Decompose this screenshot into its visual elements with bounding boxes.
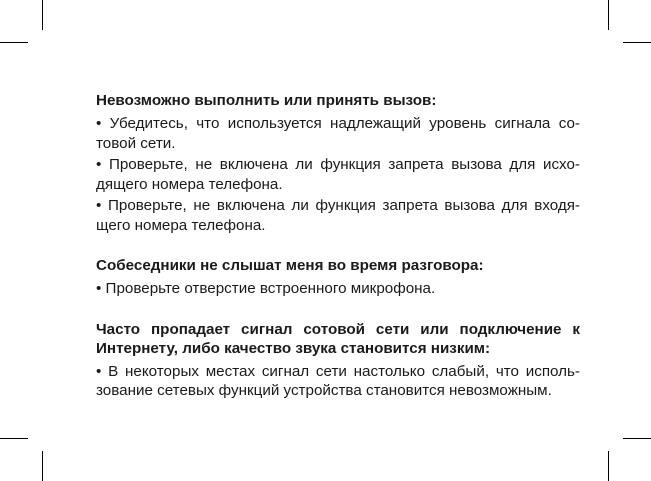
crop-mark-bottom-right-vertical bbox=[608, 451, 609, 481]
section-call-problems bbox=[96, 91, 580, 235]
section-heading: Собеседники не слышат меня во время разговора: bbox=[96, 257, 484, 274]
crop-mark-top-left-horizontal bbox=[0, 42, 28, 43]
bullet-line: • Убедитесь, что используется надлежащий уровень сигнала со- bbox=[96, 115, 580, 132]
section-heading-line2: Интернету, либо качество звука становится низким: bbox=[96, 339, 491, 357]
bullet-line: • В некоторых местах сигнал сети настолько слабый, что исполь- bbox=[96, 362, 580, 380]
bullet-line: щего номера телефона. bbox=[96, 216, 266, 234]
crop-mark-top-right-horizontal bbox=[623, 42, 651, 43]
bullet-item bbox=[96, 196, 580, 235]
section-signal-loss bbox=[96, 320, 580, 401]
page-content bbox=[96, 91, 580, 403]
crop-mark-bottom-left-vertical bbox=[42, 451, 43, 481]
bullet-item bbox=[96, 155, 580, 194]
bullet-line: товой сети. bbox=[96, 134, 176, 152]
section-microphone bbox=[96, 256, 580, 299]
bullet-line: зование сетевых функций устройства становится невозможным. bbox=[96, 382, 552, 399]
bullet-item bbox=[96, 279, 580, 299]
bullet-line: • Проверьте, не включена ли функция запрета вызова для исхо- bbox=[96, 156, 580, 173]
crop-mark-top-right-vertical bbox=[608, 0, 609, 30]
crop-mark-top-left-vertical bbox=[42, 0, 43, 30]
bullet-item bbox=[96, 362, 580, 401]
crop-mark-bottom-left-horizontal bbox=[0, 438, 28, 439]
bullet-item bbox=[96, 114, 580, 153]
section-heading: Невозможно выполнить или принять вызов: bbox=[96, 92, 437, 109]
bullet-line: • Проверьте, не включена ли функция запрета вызова для входя- bbox=[96, 197, 580, 214]
bullet-line: • Проверьте отверстие встроенного микрофона. bbox=[96, 280, 436, 297]
section-heading-line1: Часто пропадает сигнал сотовой сети или подключение к bbox=[96, 320, 580, 338]
bullet-line: дящего номера телефона. bbox=[96, 175, 283, 193]
crop-mark-bottom-right-horizontal bbox=[623, 438, 651, 439]
